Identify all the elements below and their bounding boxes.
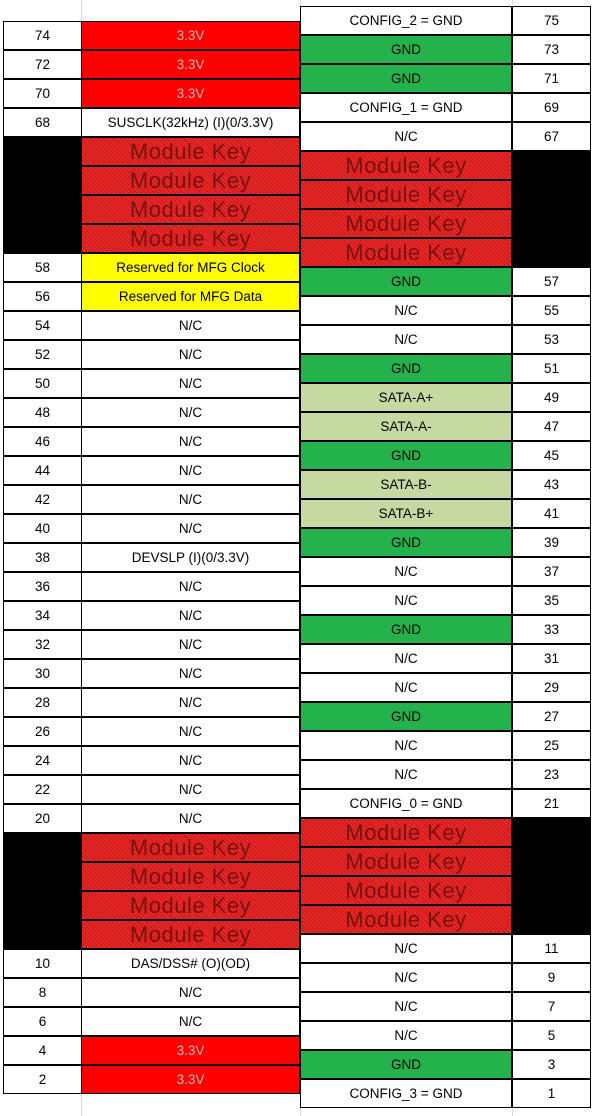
gnd-cell: GND [300,64,512,93]
signal-cell: N/C [81,572,300,601]
pin-number: 2 [3,1065,82,1094]
pin-number: 48 [3,398,82,427]
module-key: Module Key [81,833,300,862]
pin-number: 34 [3,601,82,630]
signal-cell: N/C [300,731,512,760]
signal-cell: N/C [81,659,300,688]
signal-cell: N/C [81,630,300,659]
pin-number: 7 [512,992,591,1021]
pin-number: 39 [512,528,591,557]
pin-number: 25 [512,731,591,760]
signal-cell: N/C [300,1021,512,1050]
signal-cell: N/C [300,122,512,151]
signal-cell: CONFIG_1 = GND [300,93,512,122]
signal-cell: N/C [81,717,300,746]
module-key: Module Key [81,224,300,253]
signal-cell: Reserved for MFG Clock [81,253,300,282]
signal-cell: N/C [300,963,512,992]
pin-number: 58 [3,253,82,282]
pin-number: 75 [512,6,591,35]
signal-cell: N/C [81,804,300,833]
pin-number: 22 [3,775,82,804]
pin-number: 27 [512,702,591,731]
pin-number: 42 [3,485,82,514]
pin-number: 20 [3,804,82,833]
pin-number: 68 [3,108,82,137]
module-key: Module Key [300,876,512,905]
module-key: Module Key [300,180,512,209]
pin-number: 37 [512,557,591,586]
pin-number: 35 [512,586,591,615]
signal-cell: SUSCLK(32kHz) (I)(0/3.3V) [81,108,300,137]
pin-number: 10 [3,949,82,978]
pin-number: 41 [512,499,591,528]
module-key: Module Key [300,238,512,267]
signal-cell: DEVSLP (I)(0/3.3V) [81,543,300,572]
module-key: Module Key [81,166,300,195]
signal-cell: N/C [81,746,300,775]
module-key-block [3,137,82,253]
gnd-cell: GND [300,528,512,557]
gnd-cell: GND [300,267,512,296]
module-key: Module Key [81,920,300,949]
pin-number: 29 [512,673,591,702]
signal-cell: CONFIG_2 = GND [300,6,512,35]
signal-cell: N/C [300,673,512,702]
module-key: Module Key [300,905,512,934]
signal-cell: N/C [81,775,300,804]
pin-number: 31 [512,644,591,673]
module-key: Module Key [300,151,512,180]
pin-number: 38 [3,543,82,572]
pin-number: 56 [3,282,82,311]
pin-number: 24 [3,746,82,775]
pin-number: 45 [512,441,591,470]
pin-number: 33 [512,615,591,644]
pin-number: 32 [3,630,82,659]
module-key: Module Key [300,847,512,876]
pin-number: 40 [3,514,82,543]
pin-number: 51 [512,354,591,383]
signal-cell: N/C [81,398,300,427]
gnd-cell: GND [300,354,512,383]
pin-number: 50 [3,369,82,398]
pin-number: 54 [3,311,82,340]
signal-cell: N/C [300,325,512,354]
module-key: Module Key [300,209,512,238]
signal-cell: N/C [81,485,300,514]
signal-cell: SATA-A- [300,412,512,441]
signal-cell: SATA-B- [300,470,512,499]
signal-cell: N/C [81,1007,300,1036]
signal-cell: N/C [300,557,512,586]
pin-number: 11 [512,934,591,963]
signal-cell: N/C [81,688,300,717]
gnd-cell: GND [300,1050,512,1079]
pin-number: 36 [3,572,82,601]
gnd-cell: GND [300,615,512,644]
signal-cell: DAS/DSS# (O)(OD) [81,949,300,978]
module-key-block [512,151,591,267]
module-key: Module Key [81,137,300,166]
pin-number: 3 [512,1050,591,1079]
module-key: Module Key [81,195,300,224]
module-key: Module Key [300,818,512,847]
pin-number: 8 [3,978,82,1007]
signal-cell: N/C [81,978,300,1007]
signal-cell: N/C [300,992,512,1021]
gnd-cell: GND [300,441,512,470]
module-key: Module Key [81,862,300,891]
pin-number: 5 [512,1021,591,1050]
signal-cell: CONFIG_0 = GND [300,789,512,818]
signal-cell: N/C [81,514,300,543]
pin-number: 1 [512,1079,591,1108]
pin-number: 9 [512,963,591,992]
pin-number: 53 [512,325,591,354]
signal-cell: Reserved for MFG Data [81,282,300,311]
signal-cell: SATA-B+ [300,499,512,528]
pin-number: 23 [512,760,591,789]
pin-number: 73 [512,35,591,64]
module-key-block [512,818,591,934]
signal-cell: N/C [300,934,512,963]
pin-number: 74 [3,21,82,50]
signal-cell: N/C [81,456,300,485]
signal-cell: N/C [300,586,512,615]
module-key: Module Key [81,891,300,920]
pin-number: 47 [512,412,591,441]
signal-cell: N/C [81,427,300,456]
pin-number: 30 [3,659,82,688]
signal-cell: N/C [81,311,300,340]
pin-number: 26 [3,717,82,746]
pin-number: 44 [3,456,82,485]
pin-number: 55 [512,296,591,325]
pin-number: 72 [3,50,82,79]
pin-number: 6 [3,1007,82,1036]
gnd-cell: GND [300,702,512,731]
signal-cell: N/C [300,296,512,325]
power-cell: 3.3V [81,79,300,108]
pin-number: 71 [512,64,591,93]
signal-cell: N/C [300,644,512,673]
pin-number: 43 [512,470,591,499]
pin-number: 4 [3,1036,82,1065]
pin-number: 21 [512,789,591,818]
signal-cell: CONFIG_3 = GND [300,1079,512,1108]
module-key-block [3,833,82,949]
pin-number: 70 [3,79,82,108]
pin-number: 49 [512,383,591,412]
pin-number: 69 [512,93,591,122]
pin-number: 57 [512,267,591,296]
pin-number: 52 [3,340,82,369]
pin-number: 46 [3,427,82,456]
power-cell: 3.3V [81,50,300,79]
signal-cell: N/C [81,340,300,369]
power-cell: 3.3V [81,1036,300,1065]
signal-cell: N/C [81,601,300,630]
power-cell: 3.3V [81,1065,300,1094]
signal-cell: N/C [81,369,300,398]
pin-number: 28 [3,688,82,717]
power-cell: 3.3V [81,21,300,50]
signal-cell: SATA-A+ [300,383,512,412]
gnd-cell: GND [300,35,512,64]
pin-number: 67 [512,122,591,151]
signal-cell: N/C [300,760,512,789]
